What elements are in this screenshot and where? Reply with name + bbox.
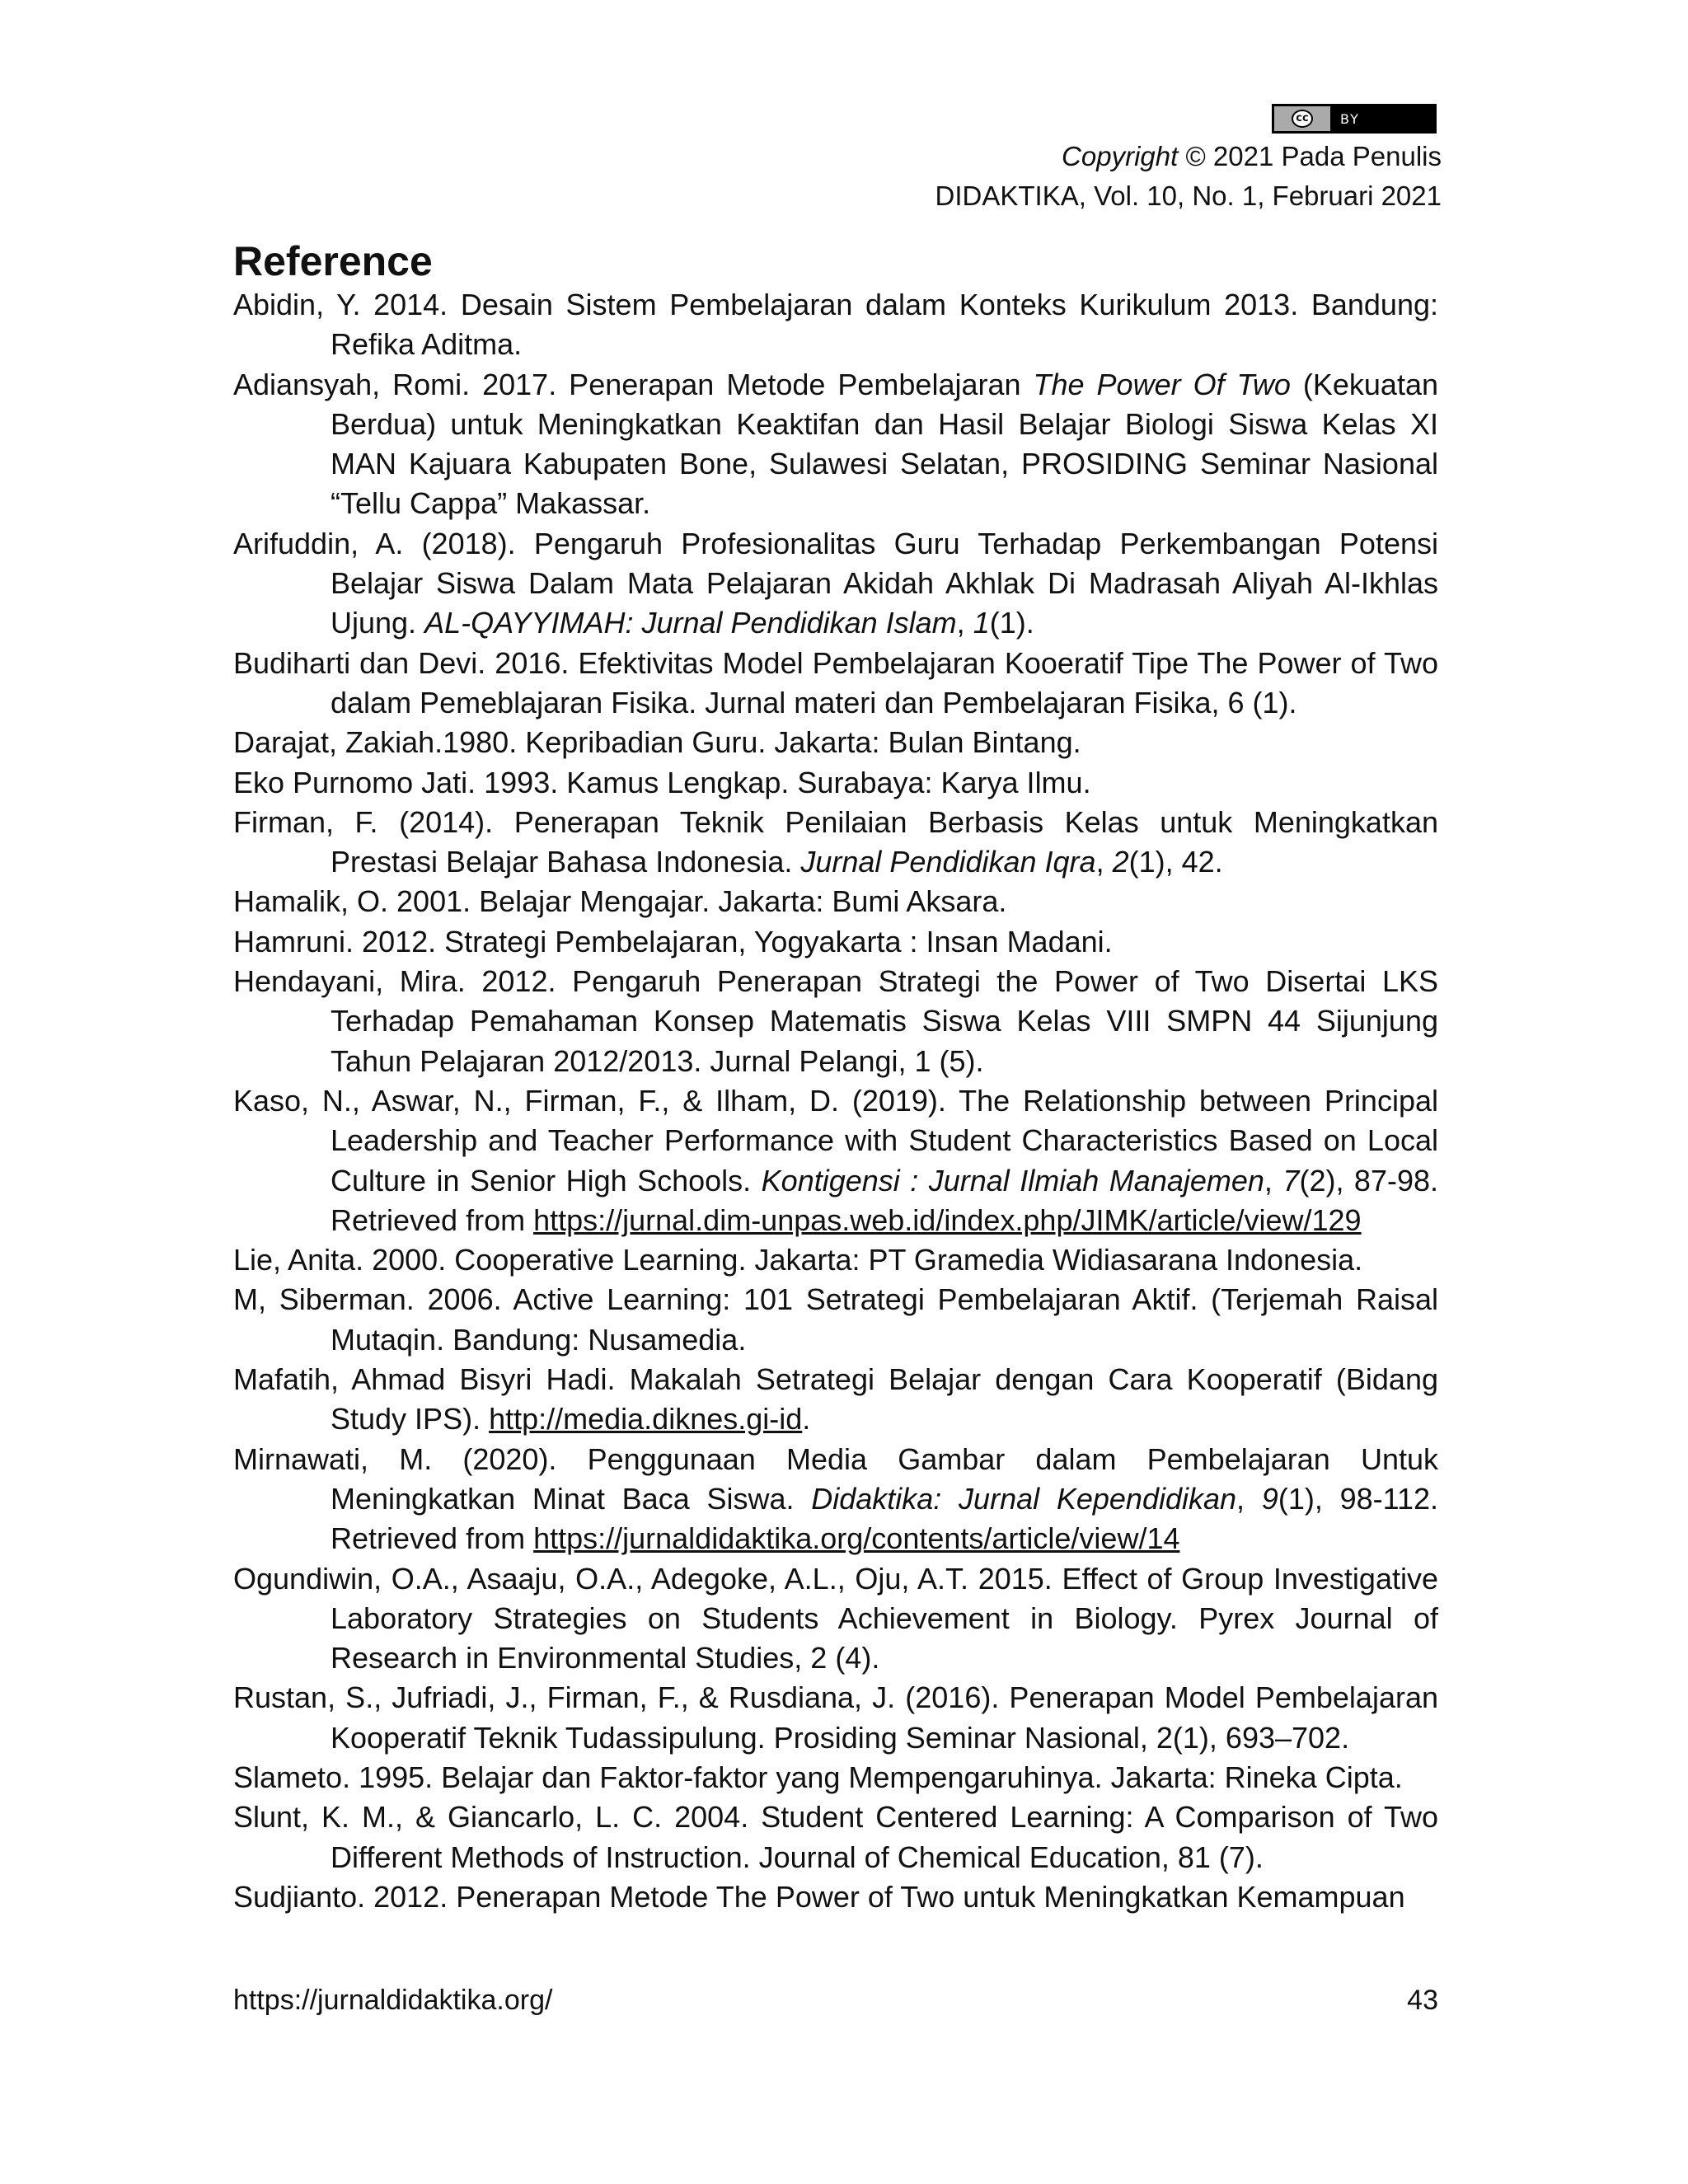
reference-text: , <box>1095 845 1113 879</box>
reference-entry <box>233 723 1438 762</box>
cc-badge-left <box>1274 106 1332 131</box>
reference-italic-text: 9 <box>1261 1481 1278 1516</box>
reference-text: (2), 87-98. Retrieved from <box>331 1163 1439 1237</box>
reference-text: Mirnawati, M. (2020). Penggunaan Media Gambar dalam Pembelajaran Untuk Meningkatkan Minat Baca Siswa. <box>233 1441 1438 1516</box>
running-header <box>935 137 1442 216</box>
section-title: Reference <box>233 238 433 284</box>
reference-italic-text: 1 <box>973 606 990 640</box>
reference-entry <box>233 922 1438 962</box>
reference-entry <box>233 1360 1438 1440</box>
reference-text: Lie, Anita. 2000. Cooperative Learning. Jakarta: PT Gramedia Widiasarana Indonesia. <box>233 1243 1363 1277</box>
reference-entry <box>233 644 1438 724</box>
reference-text: Mafatih, Ahmad Bisyri Hadi. Makalah Setrategi Belajar dengan Cara Kooperatif (Bidang Study IPS). <box>233 1362 1438 1436</box>
reference-text: Slunt, K. M., & Giancarlo, L. C. 2004. Student Centered Learning: A Comparison of Two Different Methods of Instruction. Journal of Chemical Education, 81 (7). <box>233 1800 1438 1874</box>
reference-text: Hamruni. 2012. Strategi Pembelajaran, Yogyakarta : Insan Madani. <box>233 924 1113 958</box>
copyright-italic: Copyright <box>1062 141 1179 171</box>
reference-italic-text: AL-QAYYIMAH: Jurnal Pendidikan Islam <box>424 606 957 640</box>
footer-url[interactable]: https://jurnaldidaktika.org/ <box>233 1985 553 2016</box>
reference-text: , <box>1264 1163 1283 1197</box>
reference-link[interactable]: https://jurnaldidaktika.org/contents/article/view/14 <box>533 1521 1180 1556</box>
reference-text: M, Siberman. 2006. Active Learning: 101 Setrategi Pembelajaran Aktif. (Terjemah Raisal Mutaqin. Bandung: Nusamedia. <box>233 1282 1438 1357</box>
reference-text: Arifuddin, A. (2018). Pengaruh Profesionalitas Guru Terhadap Perkembangan Potensi Belajar Siswa Dalam Mata Pelajaran Akidah Akhlak Di Madrasah Aliyah Al-Ikhlas Ujung. <box>233 526 1438 640</box>
reference-text: (1). <box>989 606 1034 640</box>
reference-italic-text: Kontigensi : Jurnal Ilmiah Manajemen <box>761 1163 1264 1197</box>
reference-entry <box>233 1758 1438 1797</box>
reference-text: Hamalik, O. 2001. Belajar Mengajar. Jakarta: Bumi Aksara. <box>233 884 1007 919</box>
reference-text: Ogundiwin, O.A., Asaaju, O.A., Adegoke, A.L., Oju, A.T. 2015. Effect of Group Investigative Laboratory Strategies on Students Achievement in Biology. Pyrex Journal of Research in Environmental Studies, 2 (4). <box>233 1561 1438 1675</box>
reference-link[interactable]: http://media.diknes.gi-id <box>489 1402 803 1436</box>
reference-entry <box>233 1280 1438 1360</box>
reference-italic-text: Jurnal Pendidikan Iqra <box>800 845 1096 879</box>
reference-italic-text: Didaktika: Jurnal Kependidikan <box>811 1481 1237 1516</box>
cc-by-license-badge[interactable] <box>1272 104 1437 134</box>
reference-italic-text: 7 <box>1282 1163 1300 1197</box>
reference-entry <box>233 285 1438 365</box>
reference-link[interactable]: https://jurnal.dim-unpas.web.id/index.php/JIMK/article/view/129 <box>533 1202 1362 1237</box>
reference-text: Darajat, Zakiah.1980. Kepribadian Guru. Jakarta: Bulan Bintang. <box>233 725 1081 760</box>
journal-issue-line: DIDAKTIKA, Vol. 10, No. 1, Februari 2021 <box>935 180 1442 211</box>
reference-text: , <box>1236 1481 1262 1516</box>
reference-text: Sudjianto. 2012. Penerapan Metode The Power of Two untuk Meningkatkan Kemampuan <box>233 1879 1405 1914</box>
reference-entry <box>233 1678 1438 1758</box>
copyright-line <box>935 137 1442 176</box>
license-by-label: BY <box>1340 110 1360 127</box>
reference-entry <box>233 882 1438 921</box>
reference-text: (1), 98-112. Retrieved from <box>331 1481 1438 1556</box>
reference-text: Kaso, N., Aswar, N., Firman, F., & Ilham, D. (2019). The Relationship between Principal Leadership and Teacher Performance with Student Characteristics Based on Local Culture in Senior High Schools. <box>233 1083 1438 1197</box>
reference-entry <box>233 1559 1438 1679</box>
reference-italic-text: The Power Of Two <box>1033 367 1291 401</box>
reference-italic-text: 2 <box>1112 845 1129 879</box>
reference-entry <box>233 1081 1438 1240</box>
reference-entry <box>233 763 1438 803</box>
reference-text: Rustan, S., Jufriadi, J., Firman, F., & Rusdiana, J. (2016). Penerapan Model Pembelajaran Kooperatif Teknik Tudassipulung. Prosiding Seminar Nasional, 2(1), 693–702. <box>233 1680 1438 1755</box>
reference-entry <box>233 1797 1438 1877</box>
reference-text: Budiharti dan Devi. 2016. Efektivitas Model Pembelajaran Kooeratif Tipe The Power of Two dalam Pemeblajaran Fisika. Jurnal materi dan Pembelajaran Fisika, 6 (1). <box>233 645 1438 719</box>
reference-text: , <box>956 606 973 640</box>
reference-entry <box>233 962 1438 1081</box>
cc-icon: cc <box>1292 110 1313 128</box>
reference-text: Slameto. 1995. Belajar dan Faktor-faktor yang Mempengaruhinya. Jakarta: Rineka Cipta. <box>233 1760 1403 1794</box>
reference-text: Abidin, Y. 2014. Desain Sistem Pembelajaran dalam Konteks Kurikulum 2013. Bandung: Refika Aditma. <box>233 288 1438 362</box>
page-number: 43 <box>1407 1985 1438 2016</box>
reference-text: Firman, F. (2014). Penerapan Teknik Penilaian Berbasis Kelas untuk Meningkatkan Prestasi Belajar Bahasa Indonesia. <box>233 804 1438 879</box>
copyright-text: © 2021 Pada Penulis <box>1178 141 1442 171</box>
reference-text: Adiansyah, Romi. 2017. Penerapan Metode Pembelajaran <box>233 367 1034 401</box>
reference-entry <box>233 1440 1438 1559</box>
reference-entry <box>233 803 1438 883</box>
reference-entry <box>233 365 1438 524</box>
reference-entry <box>233 1240 1438 1280</box>
reference-text: Eko Purnomo Jati. 1993. Kamus Lengkap. Surabaya: Karya Ilmu. <box>233 765 1091 799</box>
reference-list <box>233 285 1438 1917</box>
reference-text: . <box>802 1402 811 1436</box>
reference-text: Hendayani, Mira. 2012. Pengaruh Penerapan Strategi the Power of Two Disertai LKS Terhadap Pemahaman Konsep Matematis Siswa Kelas VIII SMPN 44 Sijunjung Tahun Pelajaran 2012/2013. Jurnal Pelangi, 1 (5). <box>233 964 1438 1078</box>
reference-entry <box>233 1877 1438 1917</box>
reference-text: (1), 42. <box>1128 845 1223 879</box>
reference-text: (Kekuatan Berdua) untuk Meningkatkan Keaktifan dan Hasil Belajar Biologi Siswa Kelas XI MAN Kajuara Kabupaten Bone, Sulawesi Selatan, PROSIDING Seminar Nasional “Tellu Cappa” Makassar. <box>331 367 1439 521</box>
reference-entry <box>233 524 1438 644</box>
